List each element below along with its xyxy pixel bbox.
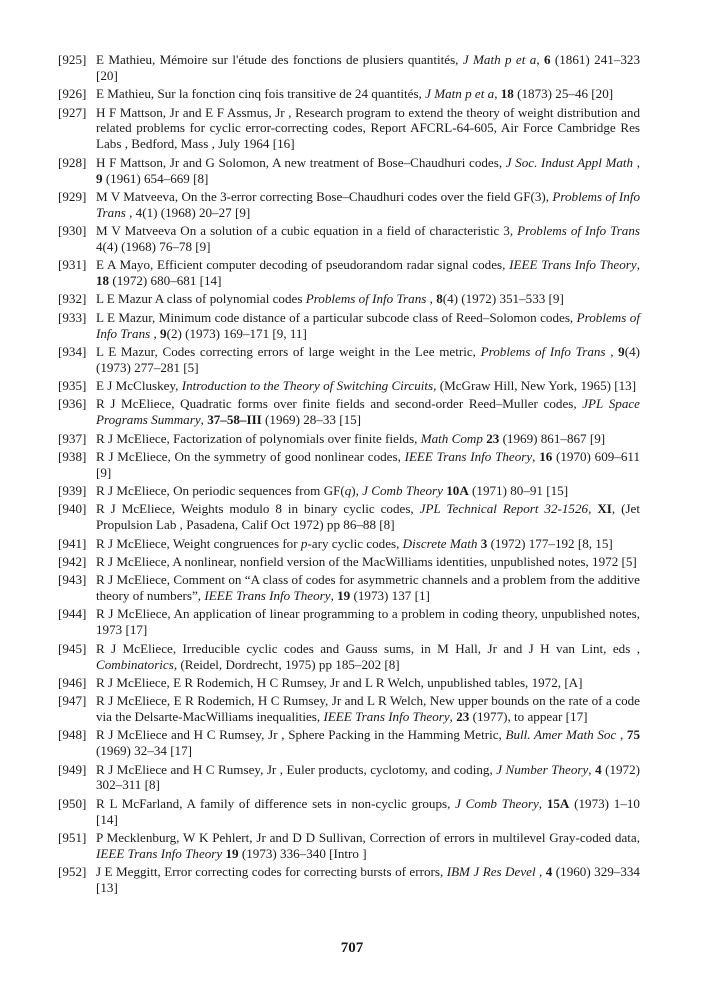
- reference-text: [96, 554, 640, 570]
- reference-text-run: R J McEliece, E R Rodemich, H C Rumsey, Jr and L R Welch, New upper bounds on the rate of a code via the Delsarte-MacWilliams inequalities,: [96, 693, 640, 725]
- reference-entry: [58, 291, 640, 307]
- reference-entry: [58, 606, 640, 638]
- reference-text: [96, 344, 640, 376]
- reference-italic-text: JPL Space Programs Summary: [96, 396, 640, 428]
- reference-text-run: E J McCluskey,: [96, 378, 182, 394]
- reference-text-run: R J McEliece, An application of linear programming to a problem in coding theory, unpublished notes, 1973 [17]: [96, 606, 640, 638]
- reference-text-run: L E Mazur, Minimum code distance of a particular subcode class of Reed–Solomon codes,: [96, 309, 577, 325]
- reference-text-run: (1970) 609–611 [9]: [96, 448, 640, 480]
- reference-text-run: (1969) 861–867 [9]: [499, 430, 606, 446]
- reference-text-run: (1961) 654–669 [8]: [102, 170, 209, 186]
- reference-entry: [58, 344, 640, 376]
- reference-entry: [58, 675, 640, 691]
- reference-number: [942]: [58, 553, 87, 569]
- reference-entry: [58, 693, 640, 725]
- reference-number: [938]: [58, 448, 87, 464]
- reference-italic-text: Problems of Info Trans: [305, 291, 427, 307]
- reference-text-run: R J McEliece, Comment on “A class of codes for asymmetric channels and a problem from the additive theory of numbers”,: [96, 572, 640, 604]
- reference-entry: [58, 52, 640, 84]
- reference-text: [96, 396, 640, 428]
- reference-text-run: H F Mattson, Jr and E F Assmus, Jr , Research program to extend the theory of weight distribution and related problems for cyclic error-correcting codes, Report AFCRL-64-605, Air Force Cambridge Res Labs , Bedford, Mass , July 1964 [16]: [96, 104, 640, 152]
- reference-text-run: ,: [535, 864, 546, 880]
- reference-number: [952]: [58, 864, 87, 880]
- reference-entry: [58, 483, 640, 499]
- reference-bold-text: 23: [456, 709, 470, 725]
- reference-italic-text: J Comb Theory: [362, 483, 443, 499]
- reference-text-run: E Mathieu, Mémoire sur l'étude des fonctions de plusiers quantités,: [96, 52, 463, 67]
- reference-italic-text: Problems of Info Trans: [517, 223, 640, 239]
- reference-italic-text: J Math p et a: [462, 52, 537, 67]
- reference-number: [948]: [58, 727, 87, 743]
- reference-text-run: ,: [532, 448, 540, 464]
- reference-number: [939]: [58, 483, 87, 499]
- reference-text: [96, 52, 640, 84]
- reference-bold-text: 10A: [446, 483, 469, 499]
- reference-italic-text: Math Comp: [420, 430, 483, 446]
- reference-number: [935]: [58, 378, 87, 394]
- reference-text: [96, 310, 640, 342]
- reference-entry: [58, 431, 640, 447]
- reference-number: [925]: [58, 52, 87, 67]
- reference-bold-text: 9: [160, 325, 167, 341]
- reference-text: [96, 155, 640, 187]
- reference-italic-text: Problems of Info Trans: [480, 343, 606, 359]
- reference-text-run: P Mecklenburg, W K Pehlert, Jr and D D Sullivan, Correction of errors in multilevel Gray-coded data,: [96, 829, 640, 845]
- reference-text: [96, 796, 640, 828]
- reference-entry: [58, 378, 640, 394]
- reference-italic-text: J Comb Theory: [455, 795, 539, 811]
- reference-bold-text: 18: [500, 86, 514, 102]
- reference-text: [96, 483, 640, 499]
- reference-text-run: (1972) 680–681 [14]: [109, 273, 222, 289]
- reference-number: [951]: [58, 829, 87, 845]
- reference-number: [937]: [58, 430, 87, 446]
- reference-italic-text: J Number Theory: [496, 761, 589, 777]
- reference-italic-text: IEEE Trans Info Theory: [204, 588, 331, 604]
- reference-text-run: ,: [200, 412, 208, 428]
- reference-text: [96, 501, 640, 533]
- reference-number: [932]: [58, 291, 87, 307]
- reference-italic-text: Discrete Math: [402, 535, 478, 551]
- reference-italic-text: IEEE Trans Info Theory: [323, 709, 450, 725]
- reference-text-run: (1969) 32–34 [17]: [96, 743, 193, 759]
- reference-text: [96, 693, 640, 725]
- reference-text: [96, 675, 640, 691]
- reference-entry: [58, 105, 640, 153]
- reference-text-run: R J McEliece, Weight congruences for: [96, 535, 301, 551]
- reference-text-run: R J McEliece, On periodic sequences from GF(: [96, 483, 345, 499]
- reference-number: [934]: [58, 343, 87, 359]
- reference-bold-text: XI: [597, 501, 612, 517]
- reference-text-run: ,: [636, 257, 640, 273]
- reference-bold-text: 8: [436, 291, 443, 307]
- reference-text: [96, 762, 640, 794]
- reference-text-run: ,: [150, 325, 161, 341]
- reference-text: [96, 189, 640, 221]
- reference-italic-text: p: [300, 535, 308, 551]
- reference-italic-text: J Soc. Indust Appl Math: [505, 154, 634, 170]
- reference-entry: [58, 189, 640, 221]
- reference-text-run: ,: [588, 761, 596, 777]
- reference-text-run: R J McEliece, Irreducible cyclic codes and Gauss sums, in M Hall, Jr and J H van Lint, eds ,: [96, 640, 640, 656]
- reference-text-run: (1977), to appear [17]: [469, 709, 588, 725]
- reference-entry: [58, 310, 640, 342]
- reference-number: [946]: [58, 674, 87, 690]
- reference-italic-text: JPL Technical Report 32-1526: [419, 501, 589, 517]
- reference-text-run: (1873) 25–46 [20]: [513, 86, 614, 102]
- reference-text: [96, 105, 640, 153]
- reference-entry: [58, 155, 640, 187]
- reference-text-run: E A Mayo, Efficient computer decoding of pseudorandom radar signal codes,: [96, 257, 510, 273]
- reference-entry: [58, 554, 640, 570]
- reference-text: [96, 727, 640, 759]
- reference-text: [96, 606, 640, 638]
- reference-text-run: (4) (1972) 351–533 [9]: [442, 291, 564, 307]
- reference-bold-text: 37–58–III: [207, 412, 262, 428]
- reference-text-run: H F Mattson, Jr and G Solomon, A new treatment of Bose–Chaudhuri codes,: [96, 154, 506, 170]
- reference-text-run: , (Jet Propulsion Lab , Pasadena, Calif Oct 1972) pp 86–88 [8]: [96, 501, 641, 533]
- reference-list: [58, 52, 640, 898]
- reference-text-run: L E Mazur, Codes correcting errors of large weight in the Lee metric,: [96, 343, 481, 359]
- reference-bold-text: 15A: [546, 795, 570, 811]
- reference-number: [931]: [58, 257, 87, 273]
- reference-number: [947]: [58, 693, 87, 709]
- reference-italic-text: Bull. Amer Math Soc: [505, 727, 617, 743]
- reference-number: [950]: [58, 795, 87, 811]
- reference-italic-text: IEEE Trans Info Theory: [96, 845, 223, 861]
- reference-entry: [58, 830, 640, 862]
- reference-number: [949]: [58, 761, 87, 777]
- reference-text: [96, 291, 640, 307]
- reference-entry: [58, 727, 640, 759]
- reference-number: [927]: [58, 104, 87, 120]
- reference-bold-text: 9: [96, 170, 103, 186]
- reference-text-run: R J McEliece, On the symmetry of good nonlinear codes,: [96, 448, 405, 464]
- reference-text: [96, 641, 640, 673]
- reference-text-run: (1973) 137 [1]: [350, 588, 430, 604]
- reference-entry: [58, 501, 640, 533]
- reference-text: [96, 536, 640, 552]
- reference-italic-text: J Matn p et a: [425, 86, 495, 102]
- reference-text-run: (1971) 80–91 [15]: [468, 483, 569, 499]
- reference-bold-text: 3: [480, 535, 488, 551]
- reference-text: [96, 223, 640, 255]
- reference-entry: [58, 572, 640, 604]
- reference-text-run: , (McGraw Hill, New York, 1965) [13]: [433, 378, 637, 394]
- reference-text-run: ,: [616, 727, 627, 743]
- reference-bold-text: 6: [543, 52, 551, 67]
- reference-text-run: R J McEliece, E R Rodemich, H C Rumsey, Jr and L R Welch, unpublished tables, 1972, [A]: [96, 674, 583, 690]
- reference-entry: [58, 396, 640, 428]
- reference-entry: [58, 449, 640, 481]
- reference-text-run: M V Matveeva, On the 3-error correcting Bose–Chaudhuri codes over the field GF(3),: [96, 188, 553, 204]
- reference-number: [928]: [58, 154, 87, 170]
- reference-number: [940]: [58, 501, 87, 517]
- reference-number: [936]: [58, 396, 87, 412]
- reference-text-run: J E Meggitt, Error correcting codes for correcting bursts of errors,: [96, 864, 447, 880]
- reference-text-run: ,: [633, 154, 641, 170]
- reference-text-run: (1972) 177–192 [8, 15]: [487, 535, 613, 551]
- reference-text: [96, 830, 640, 862]
- reference-text-run: ),: [351, 483, 363, 499]
- page-number: 707: [340, 940, 364, 956]
- reference-bold-text: 18: [96, 273, 110, 289]
- reference-number: [943]: [58, 572, 87, 588]
- reference-text-run: (1973) 1–10 [14]: [96, 795, 640, 827]
- reference-number: [933]: [58, 309, 87, 325]
- reference-number: [929]: [58, 188, 87, 204]
- reference-text: [96, 86, 640, 102]
- reference-text-run: (1960) 329–334 [13]: [96, 864, 640, 896]
- reference-italic-text: Problems of Info Trans: [96, 309, 640, 341]
- reference-entry: [58, 86, 640, 102]
- reference-text-run: 4(4) (1968) 76–78 [9]: [96, 238, 211, 254]
- reference-italic-text: IEEE Trans Info Theory: [509, 257, 637, 273]
- reference-text-run: M V Matveeva On a solution of a cubic equation in a field of characteristic 3,: [96, 223, 518, 239]
- reference-italic-text: Combinatorics: [96, 656, 174, 672]
- reference-text-run: , 4(1) (1968) 20–27 [9]: [125, 204, 251, 220]
- reference-number: [930]: [58, 223, 87, 239]
- reference-text-run: R J McEliece and H C Rumsey, Jr , Euler products, cyclotomy, and coding,: [96, 761, 497, 777]
- reference-italic-text: IBM J Res Devel: [446, 864, 536, 880]
- reference-text-run: , (Reidel, Dordrecht, 1975) pp 185–202 [8]: [173, 656, 400, 672]
- reference-text-run: L E Mazur A class of polynomial codes: [96, 291, 306, 307]
- reference-text-run: (2) (1973) 169–171 [9, 11]: [166, 325, 307, 341]
- reference-italic-text: Problems of Info Trans: [96, 188, 640, 220]
- reference-bold-text: 9: [618, 343, 625, 359]
- reference-text: [96, 572, 640, 604]
- reference-number: [945]: [58, 640, 87, 656]
- reference-text-run: R J McEliece, Factorization of polynomials over finite fields,: [96, 430, 421, 446]
- reference-entry: [58, 641, 640, 673]
- reference-text-run: R J McEliece, Quadratic forms over finite fields and second-order Reed–Muller codes,: [96, 396, 583, 412]
- reference-text-run: R J McEliece and H C Rumsey, Jr , Sphere Packing in the Hamming Metric,: [96, 727, 506, 743]
- reference-text: [96, 378, 640, 394]
- reference-bold-text: 75: [626, 727, 640, 743]
- reference-text-run: ,: [605, 343, 619, 359]
- reference-entry: [58, 536, 640, 552]
- reference-text: [96, 864, 640, 896]
- reference-entry: [58, 762, 640, 794]
- reference-number: [926]: [58, 86, 87, 102]
- reference-italic-text: q: [344, 483, 352, 499]
- reference-text-run: (4) (1973) 277–281 [5]: [96, 343, 640, 375]
- reference-text-run: ,: [449, 709, 457, 725]
- reference-text-run: R J McEliece, A nonlinear, nonfield version of the MacWilliams identities, unpublished notes, 1972 [5]: [96, 553, 637, 569]
- reference-entry: [58, 796, 640, 828]
- reference-text-run: ,: [536, 52, 544, 67]
- reference-entry: [58, 864, 640, 896]
- reference-text: [96, 257, 640, 289]
- reference-text-run: ,: [494, 86, 501, 102]
- reference-text-run: R L McFarland, A family of difference sets in non-cyclic groups,: [96, 795, 456, 811]
- reference-italic-text: IEEE Trans Info Theory: [404, 448, 533, 464]
- reference-bold-text: 19: [337, 588, 351, 604]
- reference-text: [96, 431, 640, 447]
- reference-number: [944]: [58, 606, 87, 622]
- reference-text-run: (1972) 302–311 [8]: [96, 761, 641, 793]
- reference-text-run: ,: [538, 795, 547, 811]
- reference-entry: [58, 223, 640, 255]
- reference-text-run: ,: [330, 588, 338, 604]
- reference-bold-text: 4: [545, 864, 553, 880]
- reference-text-run: -ary cyclic codes,: [307, 535, 403, 551]
- reference-entry: [58, 257, 640, 289]
- reference-text-run: (1969) 28–33 [15]: [261, 412, 362, 428]
- reference-text: [96, 449, 640, 481]
- reference-text-run: (1861) 241–323 [20]: [96, 52, 640, 83]
- reference-text-run: ,: [588, 501, 598, 517]
- reference-bold-text: 4: [595, 761, 602, 777]
- reference-bold-text: 16: [539, 448, 553, 464]
- reference-bold-text: 19: [225, 845, 239, 861]
- reference-number: [941]: [58, 535, 87, 551]
- reference-text-run: (1973) 336–340 [Intro ]: [238, 845, 367, 861]
- reference-italic-text: Introduction to the Theory of Switching Circuits: [181, 378, 434, 394]
- reference-text-run: E Mathieu, Sur la fonction cinq fois transitive de 24 quantités,: [96, 86, 426, 102]
- reference-text-run: ,: [426, 291, 437, 307]
- reference-bold-text: 23: [486, 430, 500, 446]
- reference-text-run: R J McEliece, Weights modulo 8 in binary cyclic codes,: [96, 501, 420, 517]
